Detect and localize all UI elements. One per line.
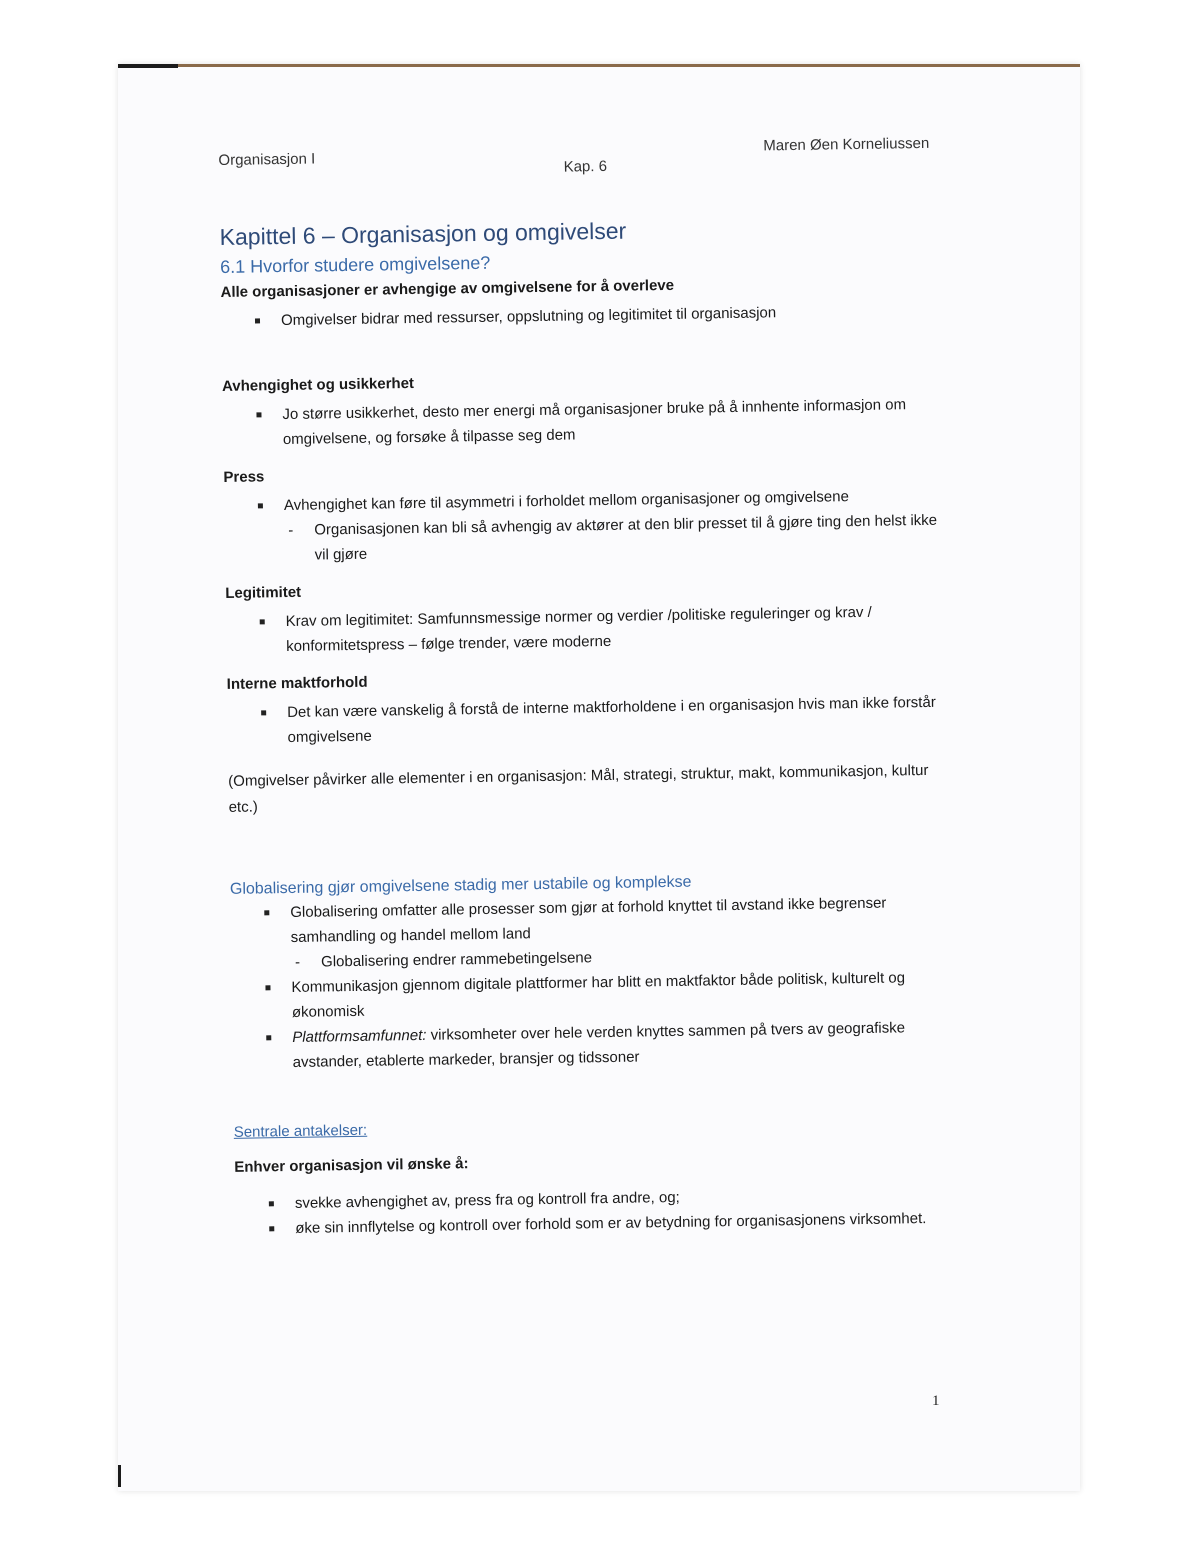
press-bullet-text: Avhengighet kan føre til asymmetri i forholdet mellom organisasjoner og omgivelsene <box>283 488 849 515</box>
list-item <box>264 889 961 975</box>
heading-interne-maktforhold: Interne maktforhold <box>226 673 368 693</box>
makt-bullets <box>227 689 958 750</box>
list-item: svekke avhengighet av, press fra og kontroll fra andre, og; <box>269 1180 965 1216</box>
sub-list-item: - Globalisering endrer rammebetingelsene <box>295 939 961 974</box>
plattformsamfunnet-definition: virksomheter over hele verden knyttes sammen på tvers av geografiske avstander, etablerte markeder, bransjer og tidssoner <box>292 1019 906 1071</box>
note-paragraph: (Omgivelser påvirker alle elementer i en organisasjon: Mål, strategi, struktur, makt, kommunikasjon, kultur etc.) <box>228 761 929 816</box>
paper-edge-mark-bottom <box>118 1465 121 1487</box>
press-bullets <box>224 482 955 568</box>
lead-bullet-list <box>221 298 951 334</box>
header-course: Organisasjon I <box>218 150 316 169</box>
header-author: Maren Øen Korneliussen <box>763 134 930 155</box>
legitimitet-bullets <box>226 598 957 659</box>
document-content <box>218 119 965 1242</box>
heading-enhver-organisasjon: Enhver organisasjon vil ønske å: <box>234 1155 469 1176</box>
list-item: Krav om legitimitet: Samfunnsmessige normer og verdier /politiske reguleringer og krav / konformitetspress – følge trender, være moderne <box>260 598 957 659</box>
page-number: 1 <box>932 1393 940 1409</box>
sub-list-item: - Organisasjonen kan bli så avhengig av aktører at den blir presset til å gjøre ting den helst ikke vil gjøre <box>288 507 955 567</box>
paper-edge-mark-top <box>118 64 178 68</box>
list-item: Jo større usikkerhet, desto mer energi må organisasjoner bruke på å innhente informasjon om omgivelsene, og forsøke å tilpasse seg dem <box>256 391 953 452</box>
list-item: Det kan være vanskelig å forstå de interne maktforholdene i en organisasjon hvis man ikke forstår omgivelsene <box>261 689 958 750</box>
heading-avhengighet: Avhengighet og usikkerhet <box>221 374 415 395</box>
list-item: Omgivelser bidrar med ressurser, oppslutning og legitimitet til organisasjon <box>255 298 951 334</box>
header-chapter: Kap. 6 <box>563 157 608 176</box>
lead-statement: Alle organisasjoner er avhengige av omgivelsene for å overleve <box>220 276 675 301</box>
avhengighet-bullets <box>222 391 953 452</box>
chapter-title: Kapittel 6 – Organisasjon og omgivelser <box>219 217 627 250</box>
heading-legitimitet: Legitimitet <box>225 583 302 602</box>
heading-press: Press <box>223 468 265 486</box>
sentrale-antakelser-link[interactable]: Sentrale antakelser: <box>233 1121 368 1141</box>
list-item: Kommunikasjon gjennom digitale plattformer har blitt en maktfaktor både politisk, kulturelt og økonomisk <box>265 964 962 1025</box>
globalisering-bullet-1: Globalisering omfatter alle prosesser som gjør at forhold knyttet til avstand ikke begrenser samhandling og handel mellom land <box>290 894 887 946</box>
list-item <box>258 482 955 568</box>
term-plattformsamfunnet: Plattformsamfunnet: <box>292 1026 427 1046</box>
page-header <box>218 119 949 190</box>
heading-globalisering: Globalisering gjør omgivelsene stadig mer ustabile og komplekse <box>229 873 692 898</box>
list-item <box>266 1014 963 1075</box>
list-item: øke sin innflytelse og kontroll over forhold som er av betydning for organisasjonens virksomhet. <box>269 1205 965 1241</box>
section-subtitle: 6.1 Hvorfor studere omgivelsene? <box>219 252 491 277</box>
press-sub-list <box>284 507 955 568</box>
globalisering-bullets <box>230 889 963 1075</box>
